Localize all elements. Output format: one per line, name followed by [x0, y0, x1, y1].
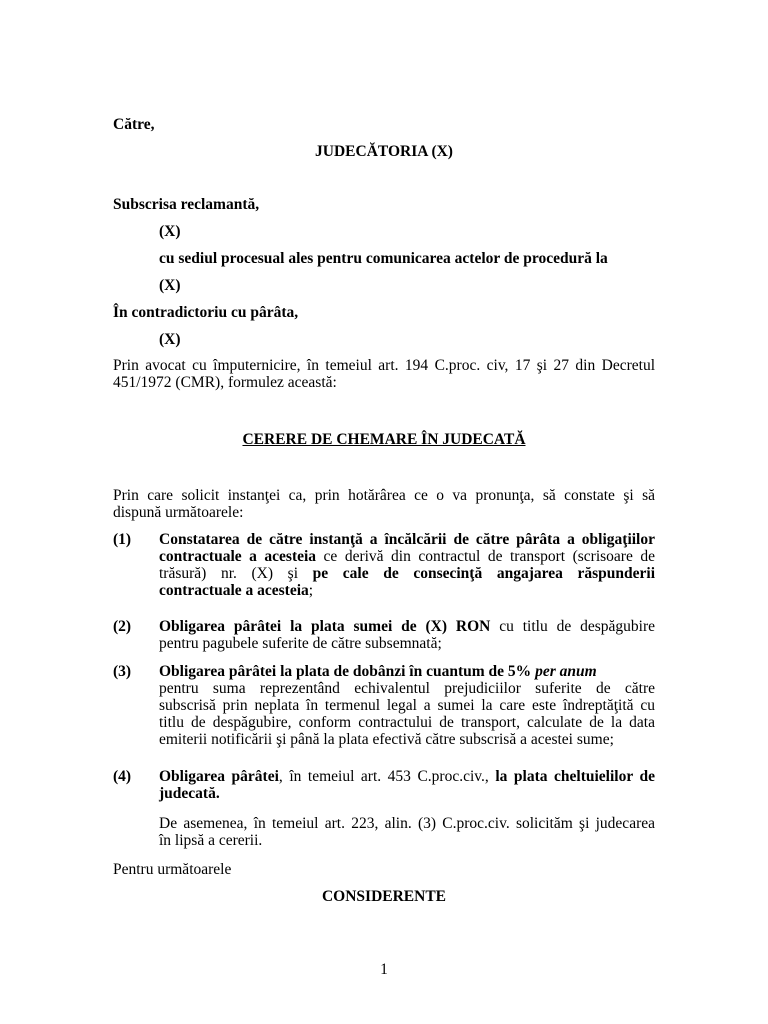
item-text-bold: pe cale de consecinţă angajarea răspunderii: [312, 565, 655, 582]
intro-line: 451/1972 (CMR), formulez această:: [113, 374, 337, 391]
item-text: pentru pagubele suferite de către subsemnată;: [159, 635, 442, 652]
addressee-label: Către,: [113, 116, 155, 133]
request-item: [159, 531, 655, 599]
item-text-line: [159, 663, 655, 680]
item-text-bold: Obligarea pârâtei: [159, 768, 279, 785]
defendant-label: În contradictoriu cu pârâta,: [113, 304, 299, 321]
item-text: trăsură) nr. (X) şi: [159, 565, 313, 582]
item-text-bold: Obligarea pârâtei la plata sumei de (X) RON: [159, 618, 491, 635]
item-number: (4): [113, 768, 132, 785]
item-number: (1): [113, 531, 132, 548]
document-title: CERERE DE CHEMARE ÎN JUDECATĂ: [242, 431, 526, 448]
item-text: ce derivă din contractul de transport (scrisoare de: [316, 548, 655, 565]
for-following-text: Pentru următoarele: [113, 861, 232, 878]
item-text: Constatarea de către instanţă a încălcării de către pârâta a obligaţiilor: [159, 531, 655, 548]
item-number: (3): [113, 663, 132, 680]
item-text-bold: Obligarea pârâtei la plata de dobânzi în cuantum de 5%: [159, 663, 536, 680]
item-text: ;: [308, 582, 314, 599]
item-text-bold: contractuale a acesteia: [159, 582, 309, 599]
request-line: Prin care solicit instanţei ca, prin hotărârea ce o va pronunţa, să constate şi să: [113, 487, 655, 504]
item-text-bold: contractuale a acesteia: [159, 548, 317, 565]
procedural-seat-text: cu sediul procesual ales pentru comunicarea actelor de procedură la: [159, 250, 608, 267]
item-number: (2): [113, 618, 132, 635]
item-text-bold: judecată.: [159, 785, 220, 802]
claimant-name: (X): [159, 223, 181, 240]
item-text-line: [159, 582, 655, 599]
item-text-bold: la plata cheltuielilor de: [495, 768, 655, 785]
court-name: JUDECĂTORIA (X): [315, 143, 453, 160]
also-paragraph: [159, 815, 655, 849]
page-number: 1: [380, 961, 388, 978]
request-paragraph: [113, 487, 655, 521]
intro-paragraph: [113, 357, 655, 391]
item-text-italic: per anum: [535, 663, 597, 680]
item-text: pentru suma reprezentând echivalentul prejudiciilor suferite de către: [159, 680, 655, 697]
item-text-line: [159, 768, 655, 785]
request-line: dispună următoarele:: [113, 504, 244, 521]
item-text-line: [159, 565, 655, 582]
item-text: subscrisă prin neplata în termenul legal a sumei la care este îndreptăţită cu: [159, 697, 655, 714]
request-item: [159, 768, 655, 802]
request-item: [159, 663, 655, 748]
item-text-line: [159, 618, 655, 635]
item-text-line: [159, 548, 655, 565]
procedural-seat-value: (X): [159, 277, 181, 294]
item-text: emiterii notificării şi până la plata efectivă către subscrisă a acestei sume;: [159, 731, 614, 748]
request-item: [159, 618, 655, 652]
item-text: titlu de despăgubire, conform contractului de transport, calculate de la data: [159, 714, 655, 731]
also-line: De asemenea, în temeiul art. 223, alin. (3) C.proc.civ. solicităm şi judecarea: [159, 815, 655, 832]
intro-line: Prin avocat cu împuternicire, în temeiul art. 194 C.proc. civ, 17 şi 27 din Decretul: [113, 357, 655, 374]
defendant-name: (X): [159, 331, 181, 348]
item-text: cu titlu de despăgubire: [490, 618, 655, 635]
item-text: , în temeiul art. 453 C.proc.civ.,: [278, 768, 496, 785]
also-line: în lipsă a cererii.: [159, 832, 263, 849]
claimant-label: Subscrisa reclamantă,: [113, 196, 260, 213]
considerente-heading: CONSIDERENTE: [321, 888, 447, 905]
